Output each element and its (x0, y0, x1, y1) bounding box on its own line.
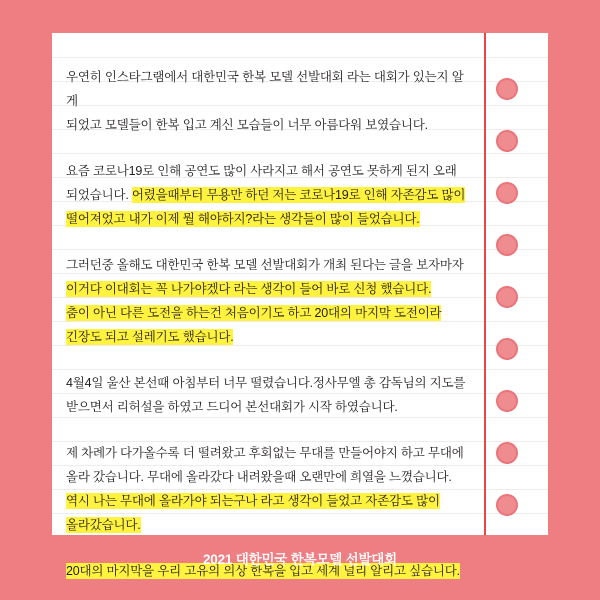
text-line (66, 301, 466, 325)
text-line (66, 183, 466, 207)
text-line (66, 207, 466, 231)
highlighted-text: 이거다 이대회는 꼭 나가야겠다 라는 생각이 들어 바로 신청 했습니다. (66, 282, 432, 296)
binder-ring (496, 442, 518, 464)
text-line (66, 395, 466, 419)
plain-text: 우연히 인스타그램에서 대한민국 한복 모델 선발대회 라는 대회가 있는지 알게 (66, 70, 464, 108)
text-line (66, 489, 466, 513)
text-line (66, 159, 466, 183)
letter-body (66, 65, 466, 583)
text-line (66, 325, 466, 349)
plain-text: 그러던중 올해도 대한민국 한복 모델 선발대회가 개최 된다는 글을 보자마자 (66, 258, 464, 272)
margin-line (484, 33, 486, 535)
paragraph (66, 65, 466, 137)
text-line (66, 465, 466, 489)
plain-text: 되었고 모델들이 한복 입고 계신 모습들이 너무 아름다워 보였습니다. (66, 118, 428, 132)
binder-ring (496, 182, 518, 204)
text-line (66, 371, 466, 395)
binder-ring (496, 78, 518, 100)
binder-ring (496, 130, 518, 152)
highlighted-text: 역시 나는 무대에 올라가야 되는구나 라고 생각이 들었고 자존감도 많이 (66, 494, 440, 508)
paragraph (66, 253, 466, 349)
paragraph (66, 371, 466, 419)
plain-text: 되었습니다. (66, 188, 132, 202)
plain-text: 받으면서 리허설을 하였고 드디어 본선대회가 시작 하였습니다. (66, 400, 398, 414)
binder-ring (496, 286, 518, 308)
plain-text: 요즘 코로나19로 인해 공연도 많이 사라지고 해서 공연도 못하게 된지 오래 (66, 164, 457, 178)
paragraph (66, 159, 466, 231)
highlighted-text: 긴장도 되고 설레기도 했습니다. (66, 330, 234, 344)
plain-text: 제 차례가 다가올수록 더 떨려왔고 후회없는 무대를 만들어야지 하고 무대에 (66, 446, 464, 460)
highlighted-text: 춤이 아닌 다른 도전을 하는건 처음이기도 하고 20대의 마지막 도전이라 (66, 306, 442, 320)
plain-text: 4월4일 울산 본선때 아침부터 너무 떨렸습니다.정사무엘 총 감독님의 지도를 (66, 376, 466, 390)
footer-caption: 2021 대한민국 한복모델 선발대회 (203, 552, 397, 567)
binder-ring (496, 338, 518, 360)
text-line (66, 253, 466, 277)
plain-text: 올라 갔습니다. 무대에 올라갔다 내려왔을때 오랜만에 희열을 느꼈습니다. (66, 470, 452, 484)
highlighted-text: 떨어져었고 내가 이제 뭘 해야하지?라는 생각들이 많이 들었습니다. (66, 212, 420, 226)
binder-ring (496, 234, 518, 256)
text-line (66, 441, 466, 465)
highlighted-text: 올라갔습니다. (66, 518, 141, 532)
highlighted-text: 어렸을때부터 무용만 하던 저는 코로나19로 인해 자존감도 많이 (131, 188, 466, 202)
text-line (66, 65, 466, 113)
highlighted-text: 20대의 마지막을 우리 고유의 의상 한복을 입고 세계 널리 알리고 싶습니다. (66, 564, 460, 578)
text-line (66, 113, 466, 137)
rule-line (52, 57, 548, 58)
binder-ring (496, 494, 518, 516)
text-line (66, 277, 466, 301)
binder-ring (496, 390, 518, 412)
text-line (66, 513, 466, 537)
paragraph (66, 441, 466, 537)
